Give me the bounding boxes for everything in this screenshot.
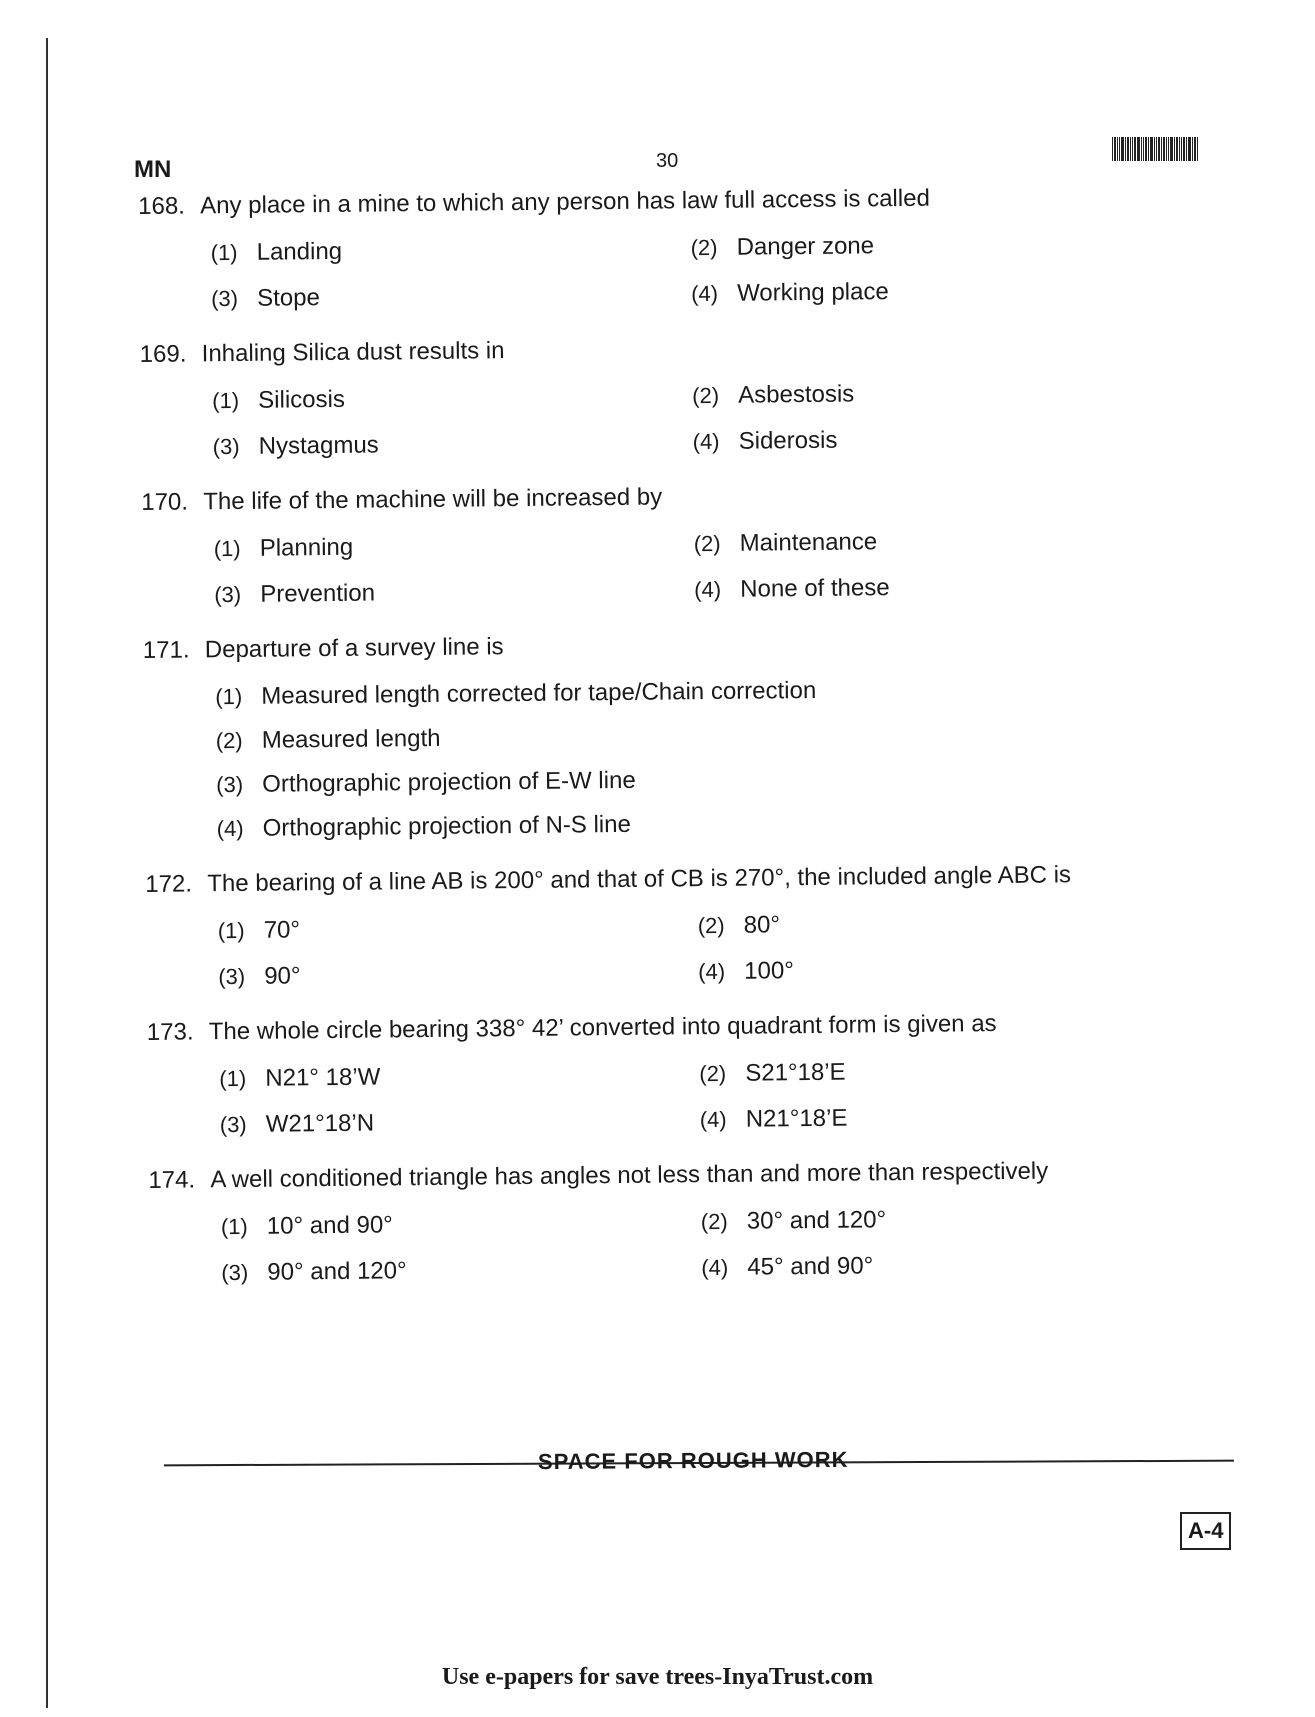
option-number: (1) <box>212 387 240 414</box>
option-3 <box>218 956 698 993</box>
option-number: (2) <box>215 727 243 754</box>
option-2 <box>701 1202 1101 1238</box>
option-number: (3) <box>214 581 242 608</box>
option-2 <box>699 1054 1099 1090</box>
question-168 <box>138 179 1199 316</box>
option-number: (4) <box>692 428 720 455</box>
option-4 <box>693 422 1093 458</box>
option-number: (4) <box>216 815 244 842</box>
option-text: 70° <box>263 916 301 944</box>
option-number: (3) <box>221 1259 249 1286</box>
option-text: Danger zone <box>736 232 875 261</box>
option-text: N21°18’E <box>745 1104 848 1133</box>
option-1 <box>210 232 690 269</box>
question-text: Departure of a survey line is <box>204 633 504 664</box>
option-1 <box>219 1058 699 1095</box>
question-172 <box>145 857 1206 994</box>
question-173 <box>147 1005 1208 1142</box>
option-number: (2) <box>700 1208 728 1235</box>
option-3 <box>221 1252 701 1289</box>
option-2 <box>692 376 1092 412</box>
option-text: Measured length corrected for tape/Chain correction <box>261 676 817 710</box>
option-text: Planning <box>259 533 354 562</box>
option-number: (1) <box>220 1213 248 1240</box>
option-number: (1) <box>210 239 238 266</box>
option-3 <box>214 574 694 611</box>
option-number: (3) <box>219 1111 247 1138</box>
question-number: 172. <box>145 870 193 898</box>
question-number: 170. <box>141 488 189 516</box>
question-169 <box>140 327 1201 464</box>
option-number: (2) <box>692 382 720 409</box>
question-number: 168. <box>138 192 186 220</box>
option-3 <box>216 760 1096 801</box>
question-number: 174. <box>148 1166 196 1194</box>
option-1 <box>214 528 694 565</box>
option-1 <box>215 672 1095 713</box>
option-number: (3) <box>216 771 244 798</box>
option-4 <box>217 804 1097 845</box>
option-number: (2) <box>699 1060 727 1087</box>
option-text: Siderosis <box>738 426 838 455</box>
option-text: Measured length <box>261 724 441 754</box>
question-text: A well conditioned triangle has angles not less than and more than respectively <box>210 1157 1049 1194</box>
option-4 <box>691 274 1091 310</box>
option-text: Silicosis <box>258 385 346 414</box>
option-number: (2) <box>697 912 725 939</box>
option-3 <box>220 1104 700 1141</box>
option-text: Orthographic projection of E-W line <box>262 766 636 798</box>
question-170 <box>141 475 1202 612</box>
question-174 <box>148 1153 1209 1290</box>
option-text: S21°18’E <box>745 1058 846 1087</box>
option-text: Orthographic projection of N-S line <box>262 810 631 842</box>
option-text: W21°18’N <box>265 1109 375 1138</box>
option-number: (4) <box>698 958 726 985</box>
option-1 <box>218 910 698 947</box>
option-text: Nystagmus <box>258 431 379 460</box>
question-number: 171. <box>142 636 190 664</box>
option-text: 100° <box>744 957 794 985</box>
option-text: Prevention <box>260 579 376 608</box>
option-number: (4) <box>699 1106 727 1133</box>
option-number: (3) <box>212 433 240 460</box>
question-number: 173. <box>146 1018 194 1046</box>
question-text: The life of the machine will be increased by <box>203 483 663 516</box>
option-text: Maintenance <box>739 528 878 557</box>
option-text: Stope <box>256 284 320 312</box>
option-number: (2) <box>693 530 721 557</box>
option-text: 90° <box>264 962 301 990</box>
option-text: 90° and 120° <box>267 1257 407 1286</box>
option-text: 45° and 90° <box>747 1252 874 1281</box>
option-2 <box>698 906 1098 942</box>
page-number: 30 <box>656 150 679 172</box>
subject-code: MN <box>134 156 172 183</box>
rough-work-heading: SPACE FOR ROUGH WORK <box>537 1446 849 1475</box>
option-text: 10° and 90° <box>266 1211 393 1240</box>
option-3 <box>213 426 693 463</box>
option-4 <box>701 1248 1101 1284</box>
booklet-code-badge: A-4 <box>1180 1512 1231 1550</box>
option-2 <box>216 716 1096 757</box>
option-1 <box>221 1206 701 1243</box>
question-number: 169. <box>139 340 187 368</box>
option-text: Working place <box>736 278 889 307</box>
option-text: N21° 18’W <box>265 1063 381 1092</box>
option-text: 80° <box>743 911 781 939</box>
option-number: (4) <box>694 576 722 603</box>
question-text: Inhaling Silica dust results in <box>201 337 505 368</box>
option-number: (3) <box>218 963 246 990</box>
binding-margin-line <box>46 38 48 1708</box>
option-text: 30° and 120° <box>746 1206 887 1235</box>
option-number: (2) <box>690 234 718 261</box>
option-text: Asbestosis <box>738 380 855 409</box>
question-list <box>138 179 1210 1312</box>
option-number: (1) <box>217 917 245 944</box>
option-number: (4) <box>690 280 719 307</box>
question-171 <box>143 623 1205 846</box>
option-1 <box>212 380 692 417</box>
option-4 <box>700 1100 1100 1136</box>
barcode-icon <box>1112 137 1199 161</box>
option-text: None of these <box>740 574 890 603</box>
option-number: (1) <box>219 1065 247 1092</box>
option-4 <box>694 570 1094 606</box>
option-3 <box>211 278 691 315</box>
option-number: (1) <box>213 535 241 562</box>
option-number: (1) <box>215 683 243 710</box>
question-text: Any place in a mine to which any person has law full access is called <box>200 184 930 220</box>
option-4 <box>698 952 1098 988</box>
option-2 <box>694 524 1094 560</box>
question-text: The whole circle bearing 338° 42’ converted into quadrant form is given as <box>208 1010 997 1046</box>
question-text: The bearing of a line AB is 200° and that of CB is 270°, the included angle ABC is <box>207 861 1072 898</box>
footer-text: Use e-papers for save trees-InyaTrust.com <box>441 1664 874 1690</box>
option-number: (3) <box>211 285 239 312</box>
option-text: Landing <box>256 237 343 266</box>
option-number: (4) <box>701 1254 729 1281</box>
option-2 <box>690 228 1090 264</box>
